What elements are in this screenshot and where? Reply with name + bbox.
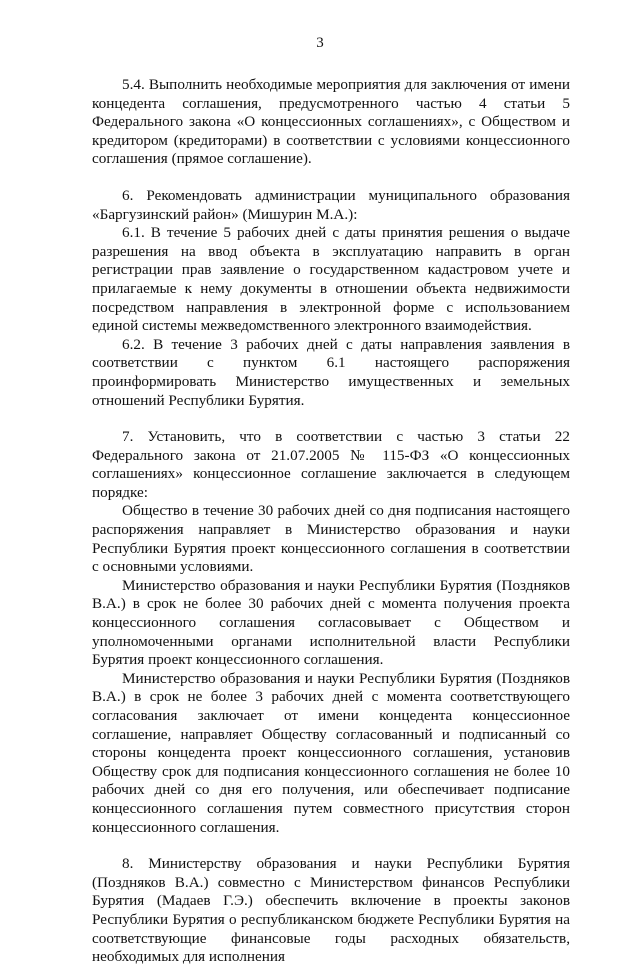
document-body xyxy=(92,76,570,967)
paragraph-7: 7. Установить, что в соответствии с частью 3 статьи 22 Федерального закона от 21.07.2005 № 115-ФЗ «О концессионных соглашениях» концессионное соглашение заключается в следующем порядке: xyxy=(92,428,570,501)
page-number: 3 xyxy=(316,35,324,51)
paragraph-7-step-1: Общество в течение 30 рабочих дней со дня подписания настоящего распоряжения направляет в Министерство образования и науки Республики Бурятия проект концессионного соглашения в соответствии с основными условиями. xyxy=(92,502,570,576)
paragraph-7-step-2: Министерство образования и науки Республики Бурятия (Поздняков В.А.) в срок не более 30 рабочих дней с момента получения проекта концессионного соглашения согласовывает с Обществом и уполномоченными органами исполнительной власти Республики Бурятия проект концессионного соглашения. xyxy=(92,576,570,669)
paragraph-5-4: 5.4. Выполнить необходимые мероприятия для заключения от имени концедента соглашения, предусмотренного частью 4 статьи 5 Федерального закона «О концессионных соглашениях», с Обществом и кредитором (кредиторами) в соответствии с условиями концессионного соглашения (прямое соглашение). xyxy=(92,76,570,168)
paragraph-7-step-3: Министерство образования и науки Республики Бурятия (Поздняков В.А.) в срок не более 3 рабочих дней с момента соответствующего согласования заключает от имени концедента концессионное соглашение, направляет Обществу согласованный и подписанный со стороны концедента проект концессионного соглашения, установив Обществу срок для подписания концессионного соглашения не более 10 рабочих дней со дня его получения, или обеспечивает подписание концессионного соглашения путем совместного присутствия сторон концессионного соглашения. xyxy=(92,669,570,836)
paragraph-8: 8. Министерству образования и науки Республики Бурятия (Поздняков В.А.) совместно с Министерством финансов Республики Бурятия (Мадаев Г.Э.) обеспечить включение в проекты законов Республики Бурятия о республиканском бюджете Республики Бурятия на соответствующие финансовые годы расходных обязательств, необходимых для исполнения xyxy=(92,855,570,966)
paragraph-6-1: 6.1. В течение 5 рабочих дней с даты принятия решения о выдаче разрешения на ввод объекта в эксплуатацию направить в орган регистрации прав заявление о государственном кадастровом учете и прилагаемые к нему документы в отношении объекта недвижимости посредством направления в электронной форме с использованием единой системы межведомственного электронного взаимодействия. xyxy=(92,224,570,335)
paragraph-6: 6. Рекомендовать администрации муниципального образования «Баргузинский район» (Мишурин М.А.): xyxy=(92,186,570,223)
paragraph-6-2: 6.2. В течение 3 рабочих дней с даты направления заявления в соответствии с пунктом 6.1 настоящего распоряжения проинформировать Министерство имущественных и земельных отношений Республики Бурятия. xyxy=(92,335,570,409)
